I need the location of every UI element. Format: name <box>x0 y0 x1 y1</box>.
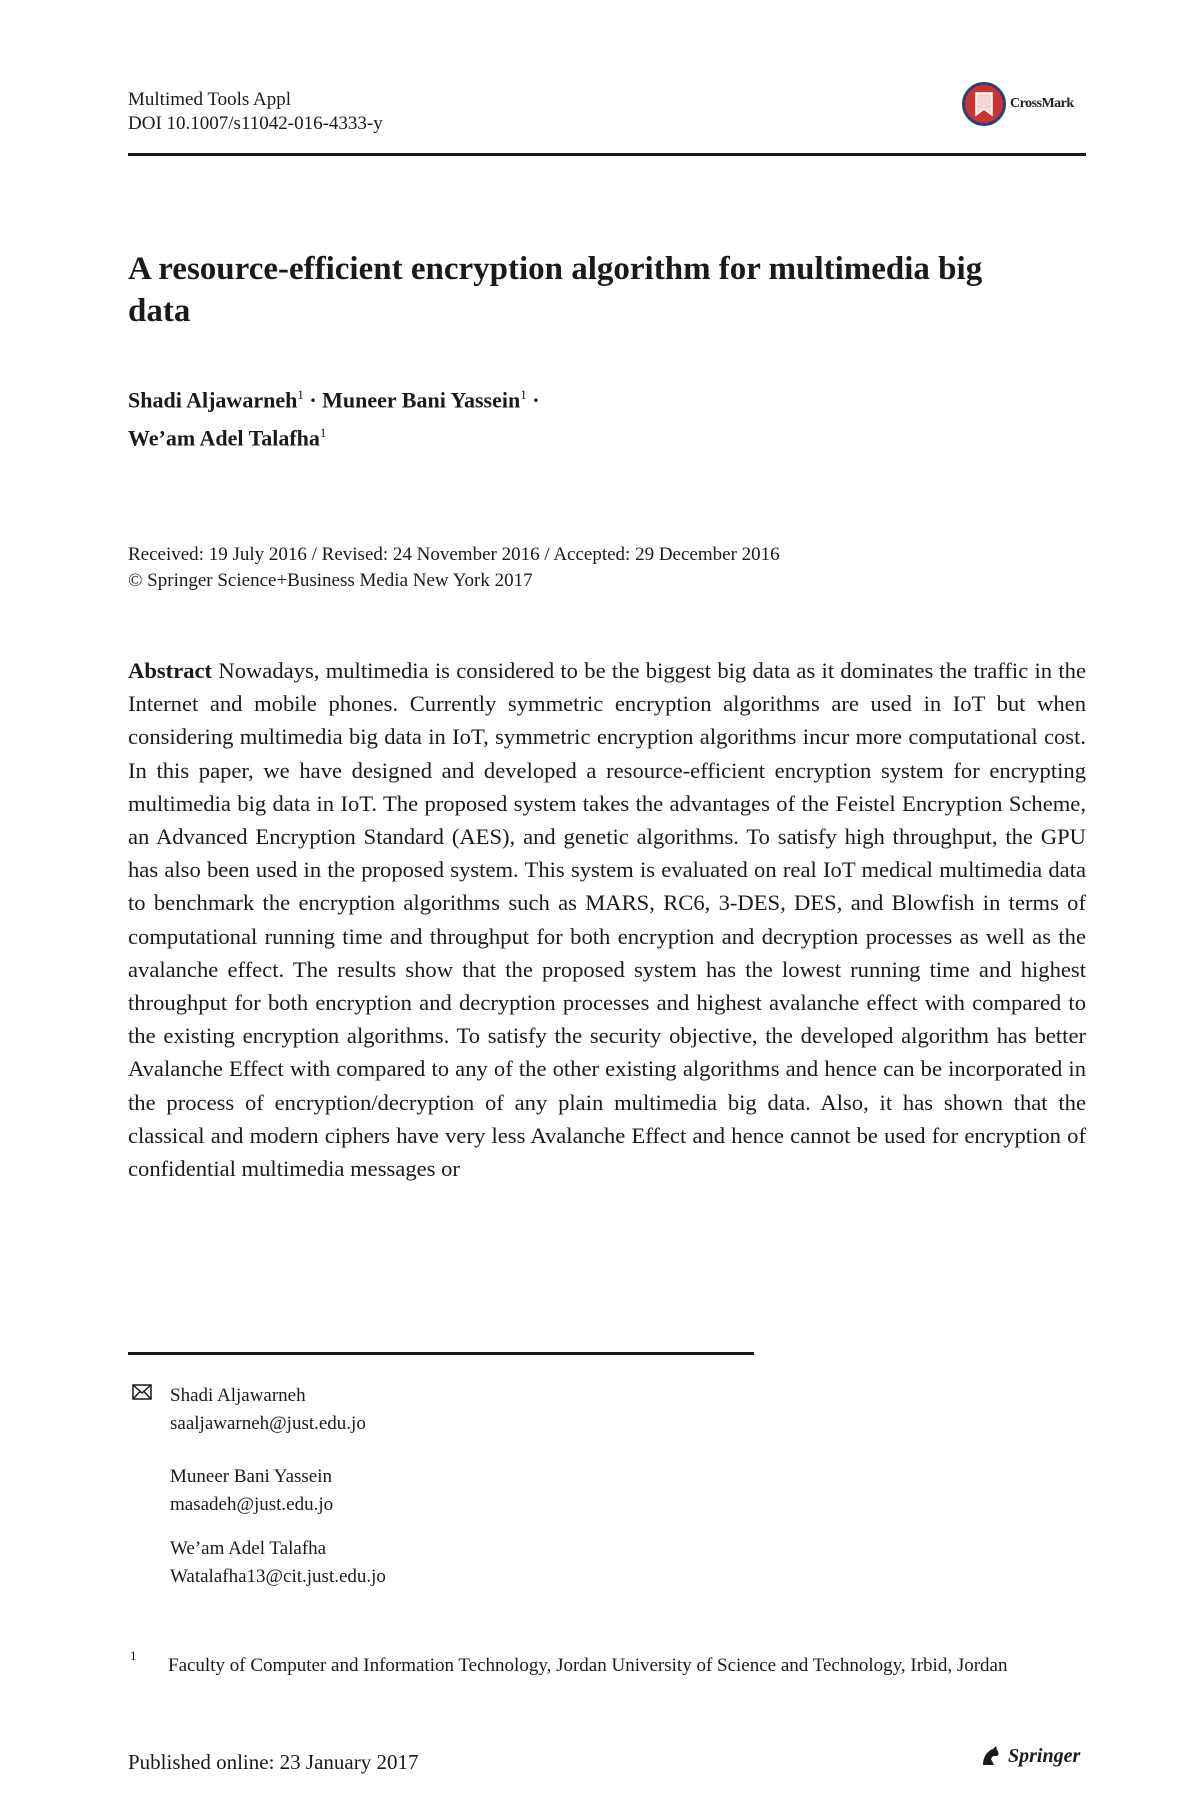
abstract <box>128 654 1086 1185</box>
envelope-icon <box>132 1384 152 1405</box>
author-name: We’am Adel Talafha <box>128 425 320 451</box>
journal-header <box>128 88 383 136</box>
contact-email[interactable]: saaljawarneh@just.edu.jo <box>170 1413 366 1434</box>
author-name: Shadi Aljawarneh <box>128 387 298 413</box>
affiliation-text: Faculty of Computer and Information Technology, Jordan University of Science and Technology, Irbid, Jordan <box>168 1655 1008 1676</box>
affiliation-number: 1 <box>130 1648 137 1663</box>
author-affil-mark: 1 <box>319 425 327 441</box>
crossmark-badge[interactable] <box>962 82 1074 126</box>
publication-dates <box>128 542 780 594</box>
received-revised-accepted: Received: 19 July 2016 / Revised: 24 November 2016 / Accepted: 29 December 2016 <box>128 544 780 565</box>
abstract-text: Nowadays, multimedia is considered to be the biggest big data as it dominates the traffic in the Internet and mobile phones. Currently symmetric encryption algorithms are used in IoT but when considering multimedia big data in IoT, symmetric encryption algorithms incur more computational cost. In this paper, we have designed and developed a resource-efficient encryption system for encrypting multimedia big data in IoT. The proposed system takes the advantages of the Feistel Encryption Scheme, an Advanced Encryption Standard (AES), and genetic algorithms. To satisfy high throughput, the GPU has also been used in the proposed system. This system is evaluated on real IoT medical multimedia data to benchmark the encryption algorithms such as MARS, RC6, 3-DES, DES, and Blowfish in terms of computational running time and throughput for both encryption and decryption processes as well as the avalanche effect. The results show that the proposed system has the lowest running time and highest throughput for both encryption and decryption processes and highest avalanche effect with compared to the existing encryption algorithms. To satisfy the security objective, the developed algorithm has better Avalanche Effect with compared to any of the other existing algorithms and hence can be incorporated in the process of encryption/decryption of any plain multimedia big data. Also, it has shown that the classical and modern ciphers have very less Avalanche Effect and hence cannot be used for encryption of confidential multimedia messages or <box>128 658 1086 1182</box>
contact-entry <box>170 1535 386 1591</box>
copyright: © Springer Science+Business Media New York 2017 <box>128 570 533 591</box>
springer-logo <box>978 1744 1080 1768</box>
published-online: Published online: 23 January 2017 <box>128 1750 419 1774</box>
crossmark-label: CrossMark <box>1010 96 1074 111</box>
paper-title: A resource-efficient encryption algorithm for multimedia big data <box>128 251 983 329</box>
contact-email[interactable]: Watalafha13@cit.just.edu.jo <box>170 1566 386 1587</box>
author-list: Shadi Aljawarneh$^1$ · Muneer Bani Yassein$^1$ · We’am Adel Talafha$^1$ <box>128 387 540 451</box>
author-name: Muneer Bani Yassein <box>322 387 521 413</box>
contact-email[interactable]: masadeh@just.edu.jo <box>170 1494 334 1515</box>
springer-horse-icon <box>978 1744 1002 1768</box>
header-divider <box>128 153 1086 156</box>
author-affil-mark: 1 <box>297 387 304 402</box>
contact-name: We’am Adel Talafha <box>170 1538 327 1559</box>
journal-name: Multimed Tools Appl <box>128 89 292 110</box>
abstract-label: Abstract <box>128 658 213 683</box>
contact-name: Muneer Bani Yassein <box>170 1466 333 1487</box>
contact-name: Shadi Aljawarneh <box>170 1385 306 1406</box>
contact-entry <box>170 1382 366 1438</box>
footnote-divider <box>128 1352 754 1355</box>
springer-label: Springer <box>1008 1744 1081 1767</box>
crossmark-icon <box>962 82 1006 126</box>
author-affil-mark: 1 <box>520 387 527 402</box>
doi[interactable]: DOI 10.1007/s11042-016-4333-y <box>128 113 383 134</box>
contact-entry <box>170 1463 333 1519</box>
